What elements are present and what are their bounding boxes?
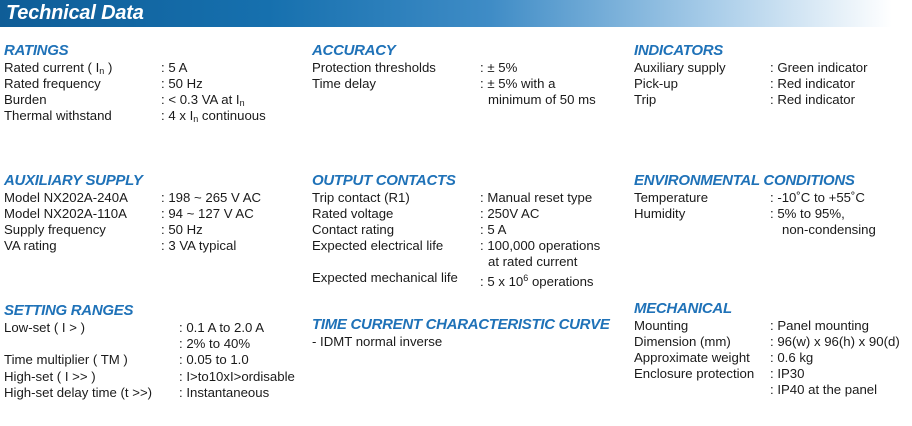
row-label: High-set delay time (t >>) [4,385,153,400]
row-label: Thermal withstand [4,108,112,123]
row-value: : 5% to 95%, [770,206,845,221]
row-label: Enclosure protection [634,366,755,381]
row-value: : 0.1 A to 2.0 A [179,320,265,335]
row-value: : -10˚C to +55˚C [770,190,865,205]
row-label: Burden [4,92,47,107]
page-title: Technical Data [6,2,144,24]
row-value-cont: : 2% to 40% [179,336,251,351]
mechanical-title: MECHANICAL [634,300,732,317]
row-value: : 5 A [480,222,507,237]
row-value: : 3 VA typical [161,238,237,253]
row-value: : 50 Hz [161,76,203,91]
row-value: : IP30 [770,366,805,381]
auxiliary-supply-title: AUXILIARY SUPPLY [4,172,143,189]
row-label: Auxiliary supply [634,60,726,75]
row-label: Dimension (mm) [634,334,731,349]
row-value: : Panel mounting [770,318,869,333]
indicators-title: INDICATORS [634,42,723,59]
row-value: : 4 x $I_n$ continuous [161,108,266,124]
row-value: : Red indicator [770,76,856,91]
row-label: Humidity [634,206,686,221]
row-label: Trip contact (R1) [312,190,410,205]
row-label: Protection thresholds [312,60,436,75]
row-label: Approximate weight [634,350,750,365]
row-label: Mounting [634,318,689,333]
row-label: Model NX202A-110A [4,206,127,221]
row-value-cont: minimum of 50 ms [488,92,596,107]
ratings-title: RATINGS [4,42,69,59]
indicators-section [634,42,904,112]
row-label: Time delay [312,76,377,91]
header-bar [0,0,892,27]
setting-ranges-title: SETTING RANGES [4,302,134,319]
mechanical-section [634,300,910,404]
row-value: : ± 5% [480,60,518,75]
row-label: Expected mechanical life [312,270,458,285]
row-label: Trip [634,92,657,107]
row-label: Rated current ( $I_n$ ) [4,60,113,76]
row-value: : 50 Hz [161,222,203,237]
ratings-section [4,42,304,132]
row-label: Expected electrical life [312,238,444,253]
row-value: : 0.6 kg [770,350,814,365]
row-value: : Green indicator [770,60,868,75]
row-label: Model NX202A-240A [4,190,128,205]
row-value-cont: non-condensing [782,222,876,237]
row-value: : Manual reset type [480,190,593,205]
accuracy-title: ACCURACY [312,42,396,59]
time-current-curve-section [312,316,622,356]
row-label: Rated voltage [312,206,394,221]
time-current-curve-title: TIME CURRENT CHARACTERISTIC CURVE [312,316,610,333]
row-value: : 250V AC [480,206,540,221]
row-value: : 94 ~ 127 V AC [161,206,254,221]
output-contacts-title: OUTPUT CONTACTS [312,172,456,189]
accuracy-section [312,42,622,112]
row-label: Contact rating [312,222,395,237]
row-label: Time multiplier ( TM ) [4,352,128,367]
row-value-cont: : IP40 at the panel [770,382,878,397]
row-label: Rated frequency [4,76,101,91]
row-value: : Instantaneous [179,385,270,400]
row-value: : 0.05 to 1.0 [179,352,249,367]
row-value: : 100,000 operations [480,238,601,253]
row-value: : 5 A [161,60,188,75]
environmental-conditions-title: ENVIRONMENTAL CONDITIONS [634,172,855,189]
setting-ranges-section [4,302,308,406]
row-value: : ± 5% with a [480,76,556,91]
row-label: Supply frequency [4,222,106,237]
row-value-cont: at rated current [488,254,578,269]
row-label: Pick-up [634,76,678,91]
auxiliary-supply-section [4,172,304,262]
row-value: : 96(w) x 96(h) x 90(d) [770,334,900,349]
environmental-conditions-section [634,172,904,242]
row-value: : < 0.3 VA at $I_n$ [161,92,245,108]
row-value: : Red indicator [770,92,856,107]
row-label: - IDMT normal inverse [312,334,443,349]
row-label: VA rating [4,238,57,253]
row-value: : 5 x $10^6$ operations [480,273,594,289]
row-value: : 198 ~ 265 V AC [161,190,262,205]
row-label: High-set ( I >> ) [4,369,96,384]
output-contacts-section [312,172,622,288]
row-label: Low-set ( I > ) [4,320,85,335]
row-label: Temperature [634,190,709,205]
row-value: : I>to10xI>ordisable [179,369,295,384]
